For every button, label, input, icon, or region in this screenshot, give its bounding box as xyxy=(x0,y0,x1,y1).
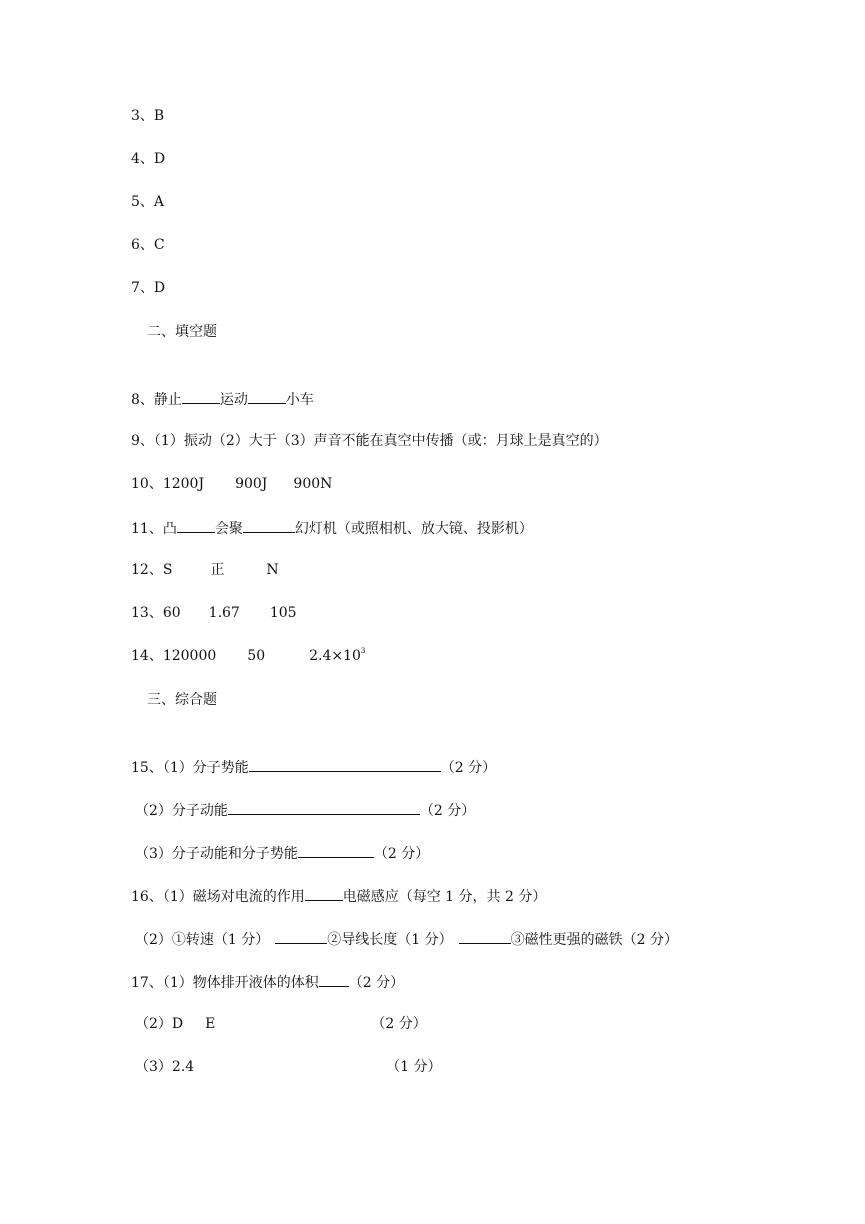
answer-7: 7、D xyxy=(131,280,166,296)
answer-text: 小车 xyxy=(285,392,314,408)
fill-question-14 xyxy=(131,647,365,665)
answer-text: ③磁性更强的磁铁（2 分） xyxy=(510,932,678,948)
synth-question-15-3 xyxy=(135,843,429,863)
answer-text: 会聚 xyxy=(214,521,243,537)
question-number: 14、 xyxy=(131,648,163,664)
score-text: （2 分） xyxy=(373,846,430,862)
answer-text: （2）①转速（1 分） xyxy=(135,932,270,948)
question-text: （2）分子动能 xyxy=(135,803,228,819)
exponent: 3 xyxy=(360,647,366,655)
answer-text: 电磁感应（每空 1 分，共 2 分） xyxy=(342,889,547,905)
answer-text: 正 xyxy=(210,562,225,578)
score-text: （2 分） xyxy=(440,760,497,776)
question-text: 16、（1）磁场对电流的作用 xyxy=(131,889,305,905)
score-text: （2 分） xyxy=(371,1016,427,1032)
question-text: 17、（1）物体排开液体的体积 xyxy=(131,975,319,991)
score-text: （2 分） xyxy=(348,975,405,991)
answer-text: （2）D xyxy=(135,1016,184,1032)
answer-5: 5、A xyxy=(131,194,165,210)
question-text: （3）分子动能和分子势能 xyxy=(135,846,298,862)
fill-question-10 xyxy=(131,475,332,493)
synth-question-17-3 xyxy=(135,1058,442,1076)
underline-blank xyxy=(249,757,441,772)
answer-text: 2.4×10 xyxy=(309,648,361,664)
question-number: 13、 xyxy=(131,605,163,621)
fill-question-11 xyxy=(131,518,533,538)
answer-text: 50 xyxy=(247,648,266,664)
synth-question-16-1 xyxy=(131,886,546,906)
synth-question-15-2 xyxy=(135,800,475,820)
underline-blank xyxy=(228,800,420,815)
section-heading-synthesis: 三、综合题 xyxy=(147,692,217,708)
underline-blank xyxy=(305,886,343,901)
section-heading-fill: 二、填空题 xyxy=(147,324,217,340)
answer-text: （3）2.4 xyxy=(135,1059,195,1075)
answer-text: 900N xyxy=(293,476,333,492)
underline-blank xyxy=(459,929,511,944)
answer-text: E xyxy=(205,1016,216,1032)
underline-blank xyxy=(182,389,220,404)
synth-question-16-2 xyxy=(135,929,678,949)
underline-blank xyxy=(248,389,286,404)
question-number: 10、 xyxy=(131,476,163,492)
answer-text: 幻灯机（或照相机、放大镜、投影机） xyxy=(294,521,533,537)
answer-text: 运动 xyxy=(219,392,248,408)
answer-text: 凸 xyxy=(162,521,177,537)
answer-text: S xyxy=(162,562,173,578)
fill-question-8 xyxy=(131,389,314,409)
answer-text: N xyxy=(266,562,279,578)
fill-question-13 xyxy=(131,604,297,622)
synth-question-17-2 xyxy=(135,1015,427,1033)
question-number: 8、 xyxy=(131,392,154,408)
answer-text: 1200J xyxy=(162,476,205,492)
underline-blank xyxy=(243,518,295,533)
underline-blank xyxy=(298,843,374,858)
answer-text: 120000 xyxy=(162,648,217,664)
underline-blank xyxy=(319,972,349,987)
fill-question-9: 9、（1）振动（2）大于（3）声音不能在真空中传播（或：月球上是真空的） xyxy=(131,433,608,449)
answer-text: ②导线长度（1 分） xyxy=(327,932,453,948)
answer-text: 60 xyxy=(162,605,181,621)
score-text: （2 分） xyxy=(419,803,476,819)
score-text: （1 分） xyxy=(386,1059,442,1075)
question-text: 15、（1）分子势能 xyxy=(131,760,249,776)
answer-text: 105 xyxy=(269,605,297,621)
answer-3: 3、B xyxy=(131,108,165,124)
question-number: 12、 xyxy=(131,562,163,578)
underline-blank xyxy=(177,518,215,533)
fill-question-12 xyxy=(131,561,279,579)
answer-text: 900J xyxy=(235,476,268,492)
underline-blank xyxy=(275,929,327,944)
answer-text: 1.67 xyxy=(208,605,240,621)
question-number: 11、 xyxy=(131,521,163,537)
answer-6: 6、C xyxy=(131,237,165,253)
synth-question-17-1 xyxy=(131,972,404,992)
answer-text: 静止 xyxy=(153,392,182,408)
synth-question-15-1 xyxy=(131,757,496,777)
answer-4: 4、D xyxy=(131,151,166,167)
